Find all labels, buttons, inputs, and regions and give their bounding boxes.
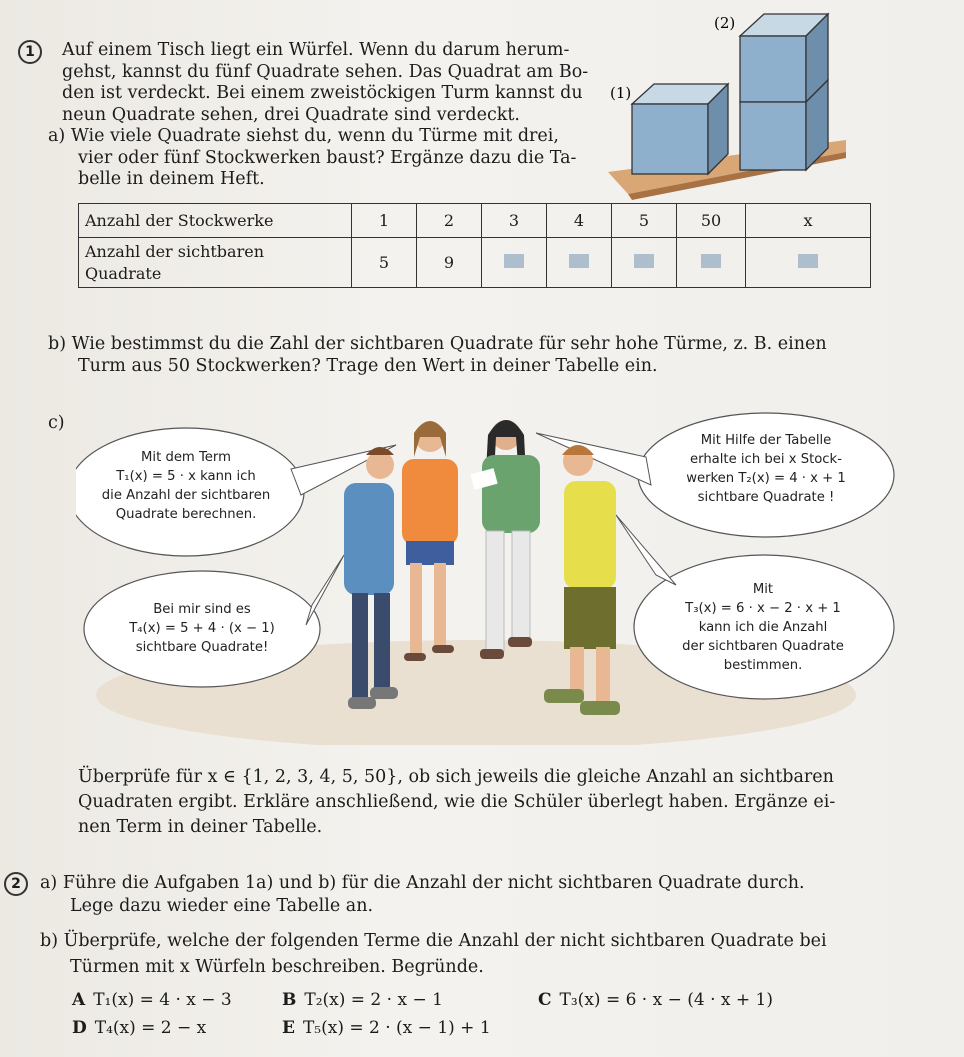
cube1-front	[632, 104, 708, 174]
bubble-line: T₁(x) = 5 · x kann ich	[116, 469, 256, 484]
intro-line: Auf einem Tisch liegt ein Würfel. Wenn du darum herum-	[62, 40, 570, 60]
bubble-line: Mit Hilfe der Tabelle	[700, 433, 832, 448]
option-c	[538, 990, 773, 1010]
task1-number	[18, 40, 42, 64]
option-term: T₃(x) = 6 · x − (4 · x + 1)	[559, 990, 774, 1010]
bubble-line: T₃(x) = 6 · x − 2 · x + 1	[685, 601, 841, 616]
bubble-line: der sichtbaren Quadrate	[682, 639, 844, 654]
check-line: Quadraten ergibt. Erkläre anschließend, wie die Schüler überlegt haben. Ergänze ei-	[78, 792, 836, 812]
table-header-cell: Anzahl der Stockwerke	[79, 204, 352, 238]
table-cell: x	[746, 204, 871, 238]
task2b-line: Türmen mit x Würfeln beschreiben. Begründe.	[70, 957, 484, 977]
table-cell: 5	[352, 238, 417, 288]
table-cell: 50	[677, 204, 746, 238]
option-d	[72, 1018, 206, 1038]
table-header-line: Anzahl der sichtbaren	[85, 241, 265, 261]
bubble-text-top-right	[646, 431, 886, 507]
table-header-cell	[79, 238, 352, 288]
table-cell: 9	[417, 238, 482, 288]
task-number-badge: 2	[4, 872, 28, 896]
intro-line: neun Quadrate sehen, drei Quadrate sind verdeckt.	[62, 104, 520, 125]
blank-marker	[634, 254, 654, 268]
intro-line: den ist verdeckt. Bei einem zweistöckigen Turm kannst du	[62, 83, 583, 103]
bubble-line: bestimmen.	[723, 658, 803, 673]
bubble-line: sichtbare Quadrate !	[697, 490, 835, 505]
table-cell: 2	[417, 204, 482, 238]
option-term: T₄(x) = 2 − x	[94, 1018, 207, 1038]
intro-line: gehst, kannst du fünf Quadrate sehen. Das Quadrat am Bo-	[62, 61, 589, 82]
table-cell: 5	[612, 204, 677, 238]
task1b-line: Turm aus 50 Stockwerken? Trage den Wert in deiner Tabelle ein.	[78, 355, 658, 376]
bubble-line: werken T₂(x) = 4 · x + 1	[686, 471, 846, 486]
bubble-line: kann ich die Anzahl	[698, 620, 828, 635]
task1b	[48, 334, 948, 377]
bubble-line: sichtbare Quadrate!	[135, 640, 269, 655]
option-term: T₁(x) = 4 · x − 3	[93, 990, 232, 1010]
table-cell-blank	[677, 238, 746, 288]
table-cell-blank	[746, 238, 871, 288]
bubble-line: Mit dem Term	[141, 450, 231, 465]
task1c-label: c)	[48, 413, 65, 433]
values-table	[78, 203, 871, 288]
bubble-text-bottom-right	[640, 580, 886, 675]
option-b	[282, 990, 443, 1010]
task-number-badge: 1	[18, 40, 42, 64]
blank-marker	[798, 254, 818, 268]
table-row	[79, 238, 871, 288]
task1a-line: a) Wie viele Quadrate siehst du, wenn du Türme mit drei,	[48, 126, 559, 146]
table-cell: 4	[547, 204, 612, 238]
tower-lower-front	[740, 102, 806, 170]
task2a-line: a) Führe die Aufgaben 1a) und b) für die Anzahl der nicht sichtbaren Quadrate durch.	[40, 873, 805, 893]
bubble-text-bottom-left	[92, 600, 312, 657]
table-cell-blank	[482, 238, 547, 288]
option-letter: B	[282, 990, 297, 1010]
bubble-tail	[616, 515, 676, 585]
table-row	[79, 204, 871, 238]
figure-label-2: (2)	[714, 14, 736, 32]
option-letter: D	[72, 1018, 87, 1038]
bubble-tail	[536, 433, 651, 485]
bubble-line: Mit	[752, 582, 774, 597]
task1a-line: belle in deinem Heft.	[78, 169, 265, 189]
student-green-shirt	[470, 420, 540, 659]
student-orange-shirt	[402, 421, 458, 661]
option-e	[282, 1018, 491, 1038]
option-term: T₂(x) = 2 · x − 1	[304, 990, 443, 1010]
table-cell-blank	[612, 238, 677, 288]
option-a	[72, 990, 232, 1010]
bubble-line: Quadrate berechnen.	[115, 507, 257, 522]
task2a-line: Lege dazu wieder eine Tabelle an.	[70, 896, 374, 916]
table-cell: 1	[352, 204, 417, 238]
task1a	[48, 126, 608, 191]
option-letter: E	[282, 1018, 295, 1038]
blank-marker	[569, 254, 589, 268]
table-cell-blank	[547, 238, 612, 288]
task2b-line: b) Überprüfe, welche der folgenden Terme die Anzahl der nicht sichtbaren Quadrate bei	[40, 931, 827, 951]
blank-marker	[701, 254, 721, 268]
figure-label-1: (1)	[610, 84, 632, 102]
task2-number	[4, 872, 28, 896]
check-line: Überprüfe für x ∈ {1, 2, 3, 4, 5, 50}, ob sich jeweils die gleiche Anzahl an sichtbaren	[78, 767, 834, 787]
option-letter: C	[538, 990, 552, 1010]
tower-upper-front	[740, 36, 806, 102]
option-term: T₅(x) = 2 · (x − 1) + 1	[302, 1018, 491, 1038]
bubble-line: Bei mir sind es	[153, 602, 251, 617]
bubble-line: die Anzahl der sichtbaren	[101, 488, 271, 503]
task2b	[40, 928, 950, 980]
cube-towers-figure	[596, 4, 856, 200]
bubble-line: erhalte ich bei x Stock-	[690, 452, 842, 467]
task2a	[40, 872, 950, 918]
bubble-text-top-left	[76, 448, 296, 524]
check-line: nen Term in deiner Tabelle.	[78, 817, 323, 837]
task1-intro	[62, 40, 602, 126]
task1a-line: vier oder fünf Stockwerken baust? Ergänze dazu die Ta-	[78, 147, 577, 168]
option-letter: A	[72, 990, 86, 1010]
table-header-line: Quadrate	[85, 263, 162, 283]
table-cell: 3	[482, 204, 547, 238]
bubble-line: T₄(x) = 5 + 4 · (x − 1)	[129, 621, 275, 636]
task1b-line: b) Wie bestimmst du die Zahl der sichtbaren Quadrate für sehr hohe Türme, z. B. einen	[48, 334, 827, 354]
task1c-check	[78, 765, 958, 840]
blank-marker	[504, 254, 524, 268]
